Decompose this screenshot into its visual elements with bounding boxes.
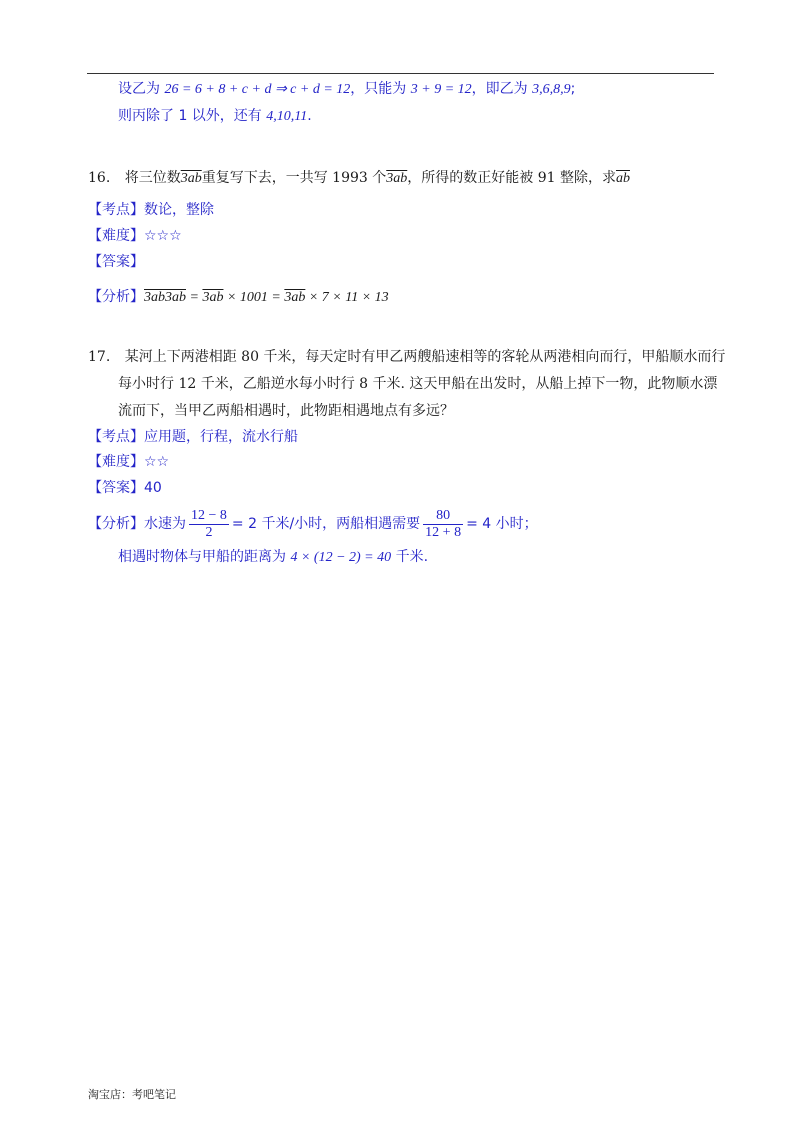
- text: 则丙除了 1 以外，还有: [118, 108, 267, 124]
- label: 【难度】: [88, 454, 144, 470]
- q17-fenxi: [88, 506, 538, 542]
- equation: 26 = 6 + 8 + c + d ⇒ c + d = 12: [164, 82, 351, 97]
- overline-number: 3ab: [386, 171, 408, 186]
- difficulty-stars: ☆☆☆: [144, 228, 182, 244]
- equation: 3 + 9 = 12: [410, 82, 472, 97]
- prev-solution-line-2: [118, 106, 312, 127]
- text: 相遇时物体与甲船的距离为: [118, 549, 291, 565]
- question-number: 16.: [88, 170, 111, 186]
- question-text: 某河上下两港相距 80 千米，每天定时有甲乙两艘船速相等的客轮从两港相向而行，甲船顺水而行: [124, 349, 726, 365]
- numerator: 80: [436, 507, 451, 523]
- equation: =: [186, 290, 203, 305]
- label: 【考点】: [88, 429, 144, 445]
- text: = 4 小时；: [466, 516, 538, 532]
- overline-number: 3ab: [180, 171, 202, 186]
- label: 【考点】: [88, 202, 144, 218]
- equation: × 1001 =: [223, 290, 285, 305]
- q16-nandu: [88, 226, 182, 246]
- text: ，即乙为: [471, 81, 533, 97]
- fraction-water-speed: [189, 508, 229, 541]
- text: 水速为: [144, 516, 186, 532]
- footer-shop-name: 淘宝店：考吧笔记: [88, 1088, 176, 1101]
- equation: 4 × (12 − 2) = 40: [290, 550, 392, 565]
- value: 40: [144, 480, 162, 496]
- q17-fenxi-line-2: [118, 547, 428, 568]
- prev-solution-line-1: [118, 79, 575, 100]
- q17-nandu: [88, 452, 169, 472]
- question-17-line-3: 流而下，当甲乙两船相遇时，此物距相遇地点有多远？: [118, 403, 454, 419]
- label: 【答案】: [88, 480, 144, 496]
- overline-number: $\overline{ab}$: [615, 171, 630, 186]
- value: 应用题，行程，流水行船: [144, 429, 298, 445]
- text: .: [307, 108, 312, 124]
- question-text: 将三位数: [124, 170, 181, 186]
- label: 【分析】: [88, 516, 144, 532]
- numerator: 12 − 8: [191, 507, 227, 523]
- q16-daan: [88, 252, 144, 272]
- overline-number: 3ab: [284, 290, 306, 305]
- label: 【难度】: [88, 228, 144, 244]
- fraction-meet-time: [423, 508, 463, 541]
- equation: × 7 × 11 × 13: [305, 290, 389, 305]
- text: 千米.: [391, 549, 429, 565]
- question-16: [88, 168, 630, 189]
- question-number: 17.: [88, 349, 111, 365]
- q16-kaodian: [88, 200, 214, 220]
- denominator: 12 + 8: [425, 524, 462, 540]
- q17-daan: [88, 478, 162, 498]
- header-rule: [87, 73, 714, 74]
- label: 【分析】: [88, 289, 144, 305]
- value: 数论，整除: [144, 202, 214, 218]
- text: 设乙为: [118, 81, 165, 97]
- q17-kaodian: [88, 427, 298, 447]
- question-text: 重复写下去，一共写 1993 个: [201, 170, 387, 186]
- question-17-line-1: [88, 347, 725, 367]
- number-set: 4,10,11: [266, 109, 308, 124]
- q16-fenxi: [88, 287, 389, 308]
- text: = 2 千米/小时，两船相遇需要: [231, 516, 421, 532]
- question-17-line-2: 每小时行 12 千米，乙船逆水每小时行 8 千米. 这天甲船在出发时，从船上掉下一物，此物顺水漂: [118, 376, 718, 392]
- question-text: ，所得的数正好能被 91 整除，求: [407, 170, 616, 186]
- text: ，只能为: [350, 81, 411, 97]
- overline-number: 3ab3ab: [144, 290, 186, 305]
- overline-number: 3ab: [202, 290, 224, 305]
- difficulty-stars: ☆☆: [144, 454, 170, 470]
- label: 【答案】: [88, 254, 144, 270]
- number-set: 3,6,8,9: [532, 82, 571, 97]
- text: ;: [570, 81, 576, 97]
- denominator: 2: [205, 524, 213, 540]
